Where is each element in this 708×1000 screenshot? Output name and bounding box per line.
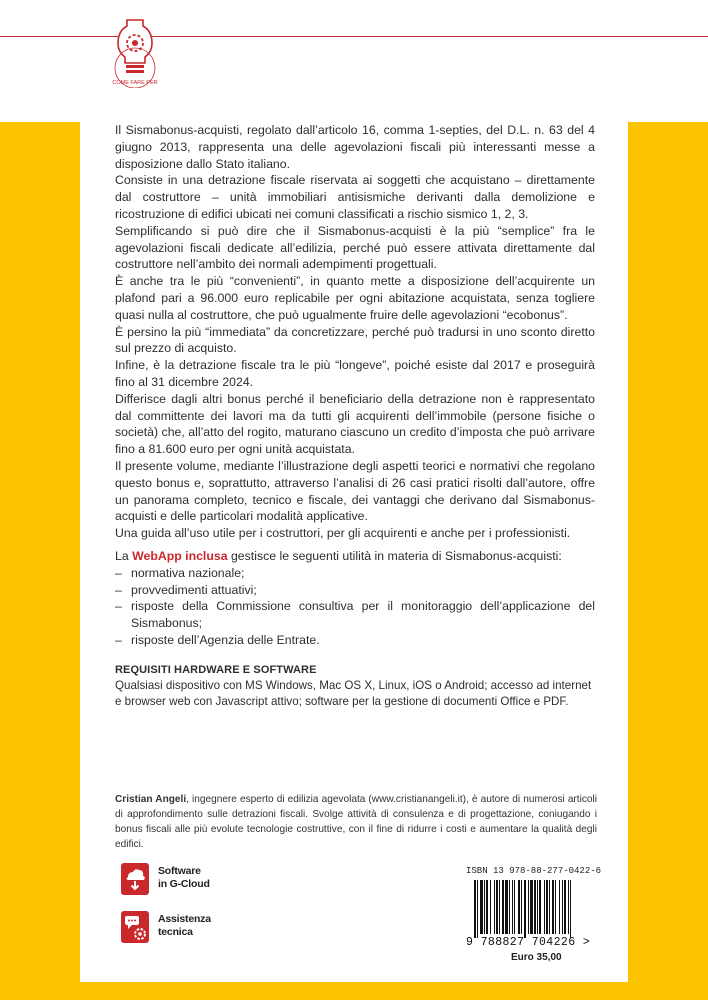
paragraph-longeve: Infine, è la detrazione fiscale tra le più “longeve”, poiché esiste dal 2017 e proseguirà fino al 31 dicembre 2024. bbox=[115, 358, 595, 389]
list-item-text: provvedimenti attuativi; bbox=[131, 582, 257, 597]
paragraph-simple: Semplificando si può dire che il Sismabonus-acquisti è la più “semplice” fra le agevolazioni fiscali dedicate all’edilizia, perché può essere attivata direttamente dal costruttore nell’ambito dei normali adempimenti progettuali. bbox=[115, 223, 595, 272]
list-item bbox=[115, 632, 595, 649]
top-rule bbox=[0, 36, 708, 37]
barcode-block bbox=[466, 866, 611, 966]
cloud-download-icon bbox=[120, 862, 150, 896]
requirements-section bbox=[115, 662, 595, 710]
support-chat-gear-icon bbox=[120, 910, 150, 944]
dash-bullet: – bbox=[115, 632, 122, 647]
description-text bbox=[115, 122, 595, 542]
dash-bullet: – bbox=[115, 599, 122, 614]
requirements-text: Qualsiasi dispositivo con MS Windows, Mac OS X, Linux, iOS o Android; accesso ad internet e browser web con Javascript attivo; software per la gestione di documenti Office e PDF. bbox=[115, 679, 592, 708]
list-item-text: normativa nazionale; bbox=[131, 565, 245, 580]
feature-label-line1: Software bbox=[158, 865, 201, 877]
webapp-section bbox=[115, 548, 595, 649]
paragraph-definition: Consiste in una detrazione fiscale riservata ai soggetti che acquistano – direttamente dal costruttore – unità immobiliari antisismiche derivanti dalla demolizione e ricostruzione di edifici ubicati nei comuni classificati a rischio sismico 1, 2, 3. bbox=[115, 173, 595, 221]
list-item-text: risposte dell’Agenzia delle Entrate. bbox=[131, 632, 320, 647]
requirements-heading: REQUISITI HARDWARE E SOFTWARE bbox=[115, 664, 317, 676]
webapp-list bbox=[115, 565, 595, 649]
paragraph-intro: Il Sismabonus-acquisti, regolato dall’articolo 16, comma 1-septies, del D.L. n. 63 del 4 giugno 2013, rappresenta una delle agevolazioni fiscali più interessanti messe a disposizione dallo Stato italiano. bbox=[115, 123, 595, 171]
feature-software-cloud bbox=[120, 862, 270, 898]
list-item bbox=[115, 598, 595, 632]
feature-label bbox=[158, 865, 210, 891]
list-item bbox=[115, 582, 595, 599]
paragraph-volume: Il presente volume, mediante l’illustrazione degli aspetti teorici e normativi che regolano questo bonus e, soprattutto, attraverso l’analisi di 26 casi pratici risolti dall’autore, offre un panorama completo, tecnico e fiscale, dei vantaggi che derivano dal Sismabonus-acquisti e delle particolari modalità applicative. bbox=[115, 458, 595, 524]
barcode bbox=[474, 880, 606, 938]
author-bio bbox=[115, 792, 597, 852]
feature-assistance bbox=[120, 910, 270, 946]
lightbulb-gear-logo bbox=[108, 18, 162, 88]
webapp-prefix: La bbox=[115, 549, 133, 563]
bottom-yellow-band bbox=[0, 982, 708, 1000]
price: Euro 35,00 bbox=[511, 952, 562, 963]
author-name: Cristian Angeli bbox=[115, 794, 187, 805]
paragraph-beneficiary: Differisce dagli altri bonus perché il beneficiario della detrazione non è rappresentato dal committente dei lavori ma da tutti gli acquirenti dell’immobile (persone fisiche o società) che, all’atto del rogito, maturano ciascuno un credito d’imposta che può arrivare fino a 81.600 euro per ogni unità acquistata. bbox=[115, 391, 595, 457]
webapp-suffix: gestisce le seguenti utilità in materia di Sismabonus-acquisti: bbox=[227, 549, 562, 563]
paragraph-guide: Una guida all’uso utile per i costruttori, per gli acquirenti e anche per i professionisti. bbox=[115, 526, 571, 541]
left-yellow-band bbox=[0, 122, 80, 1000]
webapp-highlight: WebApp inclusa bbox=[132, 549, 228, 563]
paragraph-convenient: È anche tra le più “convenienti”, in quanto mette a disposizione dell’acquirente un plafond pari a 96.000 euro replicabile per ogni abitazione acquistata, senza togliere quasi nulla al costruttore, che può ugualmente fruire delle agevolazioni “ecobonus”. bbox=[115, 274, 595, 322]
dash-bullet: – bbox=[115, 565, 122, 580]
list-item bbox=[115, 565, 595, 582]
right-yellow-band bbox=[628, 122, 708, 1000]
list-item-text: risposte della Commissione consultiva per il monitoraggio dell’applicazione del Sismabonus; bbox=[131, 599, 595, 631]
feature-label-line2: in G-Cloud bbox=[158, 878, 210, 890]
webapp-intro bbox=[115, 548, 595, 565]
author-description: , ingegnere esperto di edilizia agevolata (www.cristianangeli.it), è autore di numerosi articoli di approfondimento sulle detrazioni fiscali. Svolge attività di consulenza e di progettazione, coniugando i bonus fiscali alle più evolute tecnologie costruttive, con il fine di ridurre i costi e aumentare la qualità degli edifici. bbox=[115, 794, 597, 850]
paragraph-immediate: È persino la più “immediata” da concretizzare, perché può tradursi in uno sconto diretto sul prezzo di acquisto. bbox=[115, 324, 595, 356]
feature-label-line1: Assistenza bbox=[158, 913, 211, 925]
logo-label: COME FARE PER bbox=[112, 80, 158, 86]
dash-bullet: – bbox=[115, 582, 122, 597]
feature-label-line2: tecnica bbox=[158, 926, 193, 938]
feature-label bbox=[158, 913, 211, 939]
barcode-number: 9 788827 704226 > bbox=[466, 936, 591, 949]
isbn-text: ISBN 13 978-88-277-0422-6 bbox=[466, 866, 602, 876]
